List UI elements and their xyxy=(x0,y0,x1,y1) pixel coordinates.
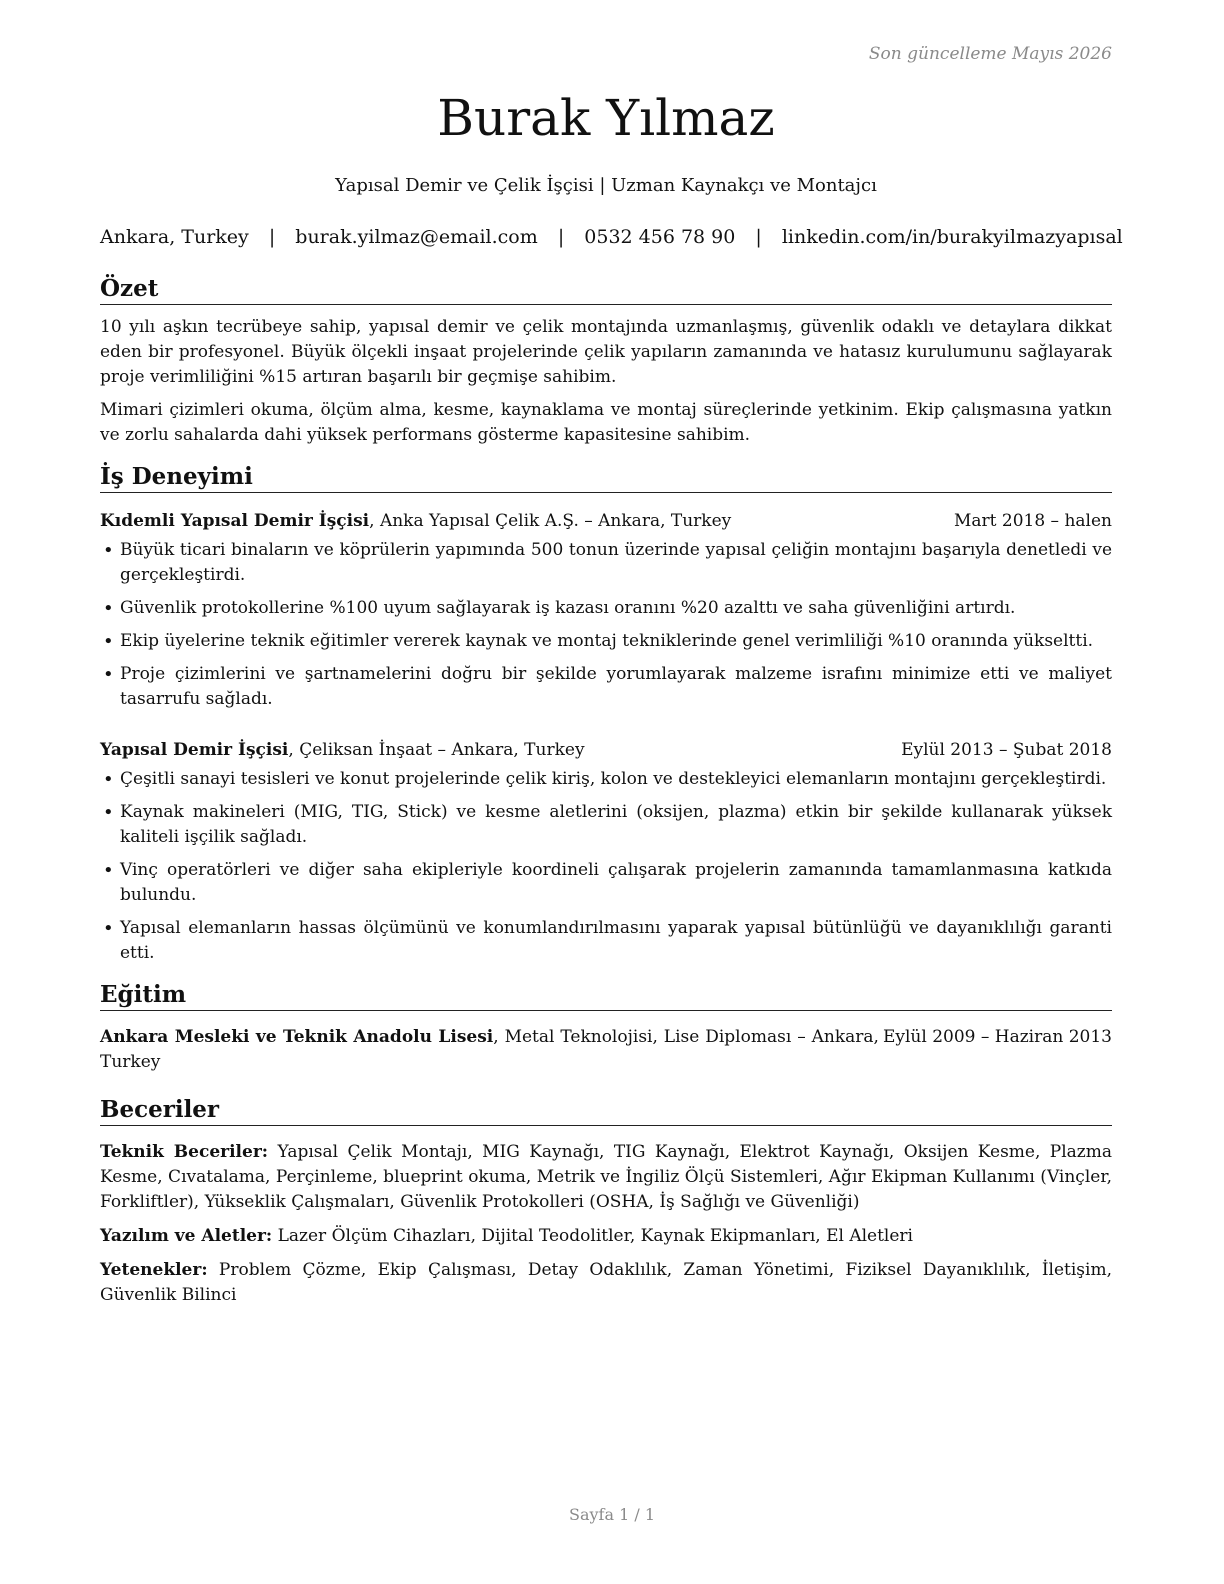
contact-separator: | xyxy=(557,226,565,248)
contact-phone: 0532 456 78 90 xyxy=(584,226,736,248)
job-bullet: • Ekip üyelerine teknik eğitimler vererek kaynak ve montaj tekniklerinde genel verimliliği %10 oranında yükseltti. xyxy=(100,629,1112,654)
contact-separator: | xyxy=(755,226,762,248)
contact-separator: | xyxy=(268,226,276,248)
page-number: Sayfa 1 / 1 xyxy=(568,1505,655,1524)
contact-linkedin[interactable]: linkedin.com/in/burakyilmazyapısal xyxy=(781,226,1123,248)
job-header xyxy=(100,509,1112,534)
job-dates: Mart 2018 – halen xyxy=(953,511,1112,531)
summary-section xyxy=(100,274,1112,448)
skill-text: Yapısal Çelik Montajı, MIG Kaynağı, TIG Kaynağı, Elektrot Kaynağı, Oksijen Kesme, Plazma Kesme, Cıvatalama, Perçinleme, blueprint okuma, Metrik ve İngiliz Ölçü Sistemleri, Ağır Ekipman Kullanımı (Vinçler, Forkliftler), Yükseklik Çalışmaları, Güvenlik Protokolleri (OSHA, İş Sağlığı ve Güvenliği) xyxy=(100,1142,1112,1212)
candidate-name: Burak Yılmaz xyxy=(437,89,775,147)
summary-paragraph: Mimari çizimleri okuma, ölçüm alma, kesme, kaynaklama ve montaj süreçlerinde yetkinim. Ekip çalışmasına yatkın ve zorlu sahalarda dahi yüksek performans gösterme kapasitesine sahibim. xyxy=(100,400,1112,445)
job-bullet: • Çeşitli sanayi tesisleri ve konut projelerinde çelik kiriş, kolon ve destekleyici elemanların montajını gerçekleştirdi. xyxy=(100,767,1112,792)
skill-label: Teknik Beceriler: xyxy=(100,1142,269,1162)
summary-heading: Özet xyxy=(100,274,1112,305)
skill-text: Problem Çözme, Ekip Çalışması, Detay Odaklılık, Zaman Yönetimi, Fiziksel Dayanıklılık, İletişim, Güvenlik Bilinci xyxy=(100,1260,1112,1305)
job-company: , Anka Yapısal Çelik A.Ş. – Ankara, Turkey xyxy=(369,511,732,531)
job-bullets xyxy=(100,767,1112,966)
job-bullet: • Proje çizimlerini ve şartnamelerini doğru bir şekilde yorumlayarak malzeme israfını minimize etti ve maliyet tasarrufu sağladı. xyxy=(100,662,1112,712)
job-role: Kıdemli Yapısal Demir İşçisi xyxy=(100,511,370,531)
summary-paragraph: 10 yılı aşkın tecrübeye sahip, yapısal demir ve çelik montajında uzmanlaşmış, güvenlik odaklı ve detaylara dikkat eden bir profesyonel. Büyük ölçekli inşaat projelerinde çelik yapıların zamanında ve hatasız kurulumunu sağlayarak proje verimliliğini %15 artıran başarılı bir geçmişe sahibim. xyxy=(100,317,1112,387)
experience-section xyxy=(100,462,1112,966)
contact-location: Ankara, Turkey xyxy=(100,226,249,248)
experience-heading: İş Deneyimi xyxy=(100,462,1112,493)
skills-section xyxy=(100,1095,1112,1308)
skill-text: Lazer Ölçüm Cihazları, Dijital Teodolitler, Kaynak Ekipmanları, El Aletleri xyxy=(272,1226,913,1246)
contact-line xyxy=(100,224,1123,250)
job-bullet: • Güvenlik protokollerine %100 uyum sağlayarak iş kazası oranını %20 azalttı ve saha güvenliğini artırdı. xyxy=(100,596,1112,621)
job-subtitle: Yapısal Demir ve Çelik İşçisi | Uzman Kaynakçı ve Montajcı xyxy=(335,175,877,196)
education-section xyxy=(100,980,1112,1075)
job-dates: Eylül 2013 – Şubat 2018 xyxy=(901,740,1112,760)
last-updated: Son güncelleme Mayıs 2026 xyxy=(868,44,1112,64)
skill-label: Yazılım ve Aletler: xyxy=(100,1226,273,1246)
skills-heading: Beceriler xyxy=(100,1095,1112,1126)
education-school: Ankara Mesleki ve Teknik Anadolu Lisesi xyxy=(100,1027,494,1047)
skill-group xyxy=(100,1224,1112,1249)
education-dates: Eylül 2009 – Haziran 2013 xyxy=(882,1027,1112,1047)
job-bullet: • Vinç operatörleri ve diğer saha ekipleriyle koordineli çalışarak projelerin zamanında tamamlanmasına katkıda bulundu. xyxy=(100,858,1112,908)
job-bullet: • Büyük ticari binaların ve köprülerin yapımında 500 tonun üzerinde yapısal çeliğin montajını başarıyla denetledi ve gerçekleştirdi. xyxy=(100,538,1112,588)
job-title-line xyxy=(100,738,585,763)
skill-label: Yetenekler: xyxy=(100,1260,208,1280)
education-entry xyxy=(100,1025,1112,1075)
job-bullet: • Yapısal elemanların hassas ölçümünü ve konumlandırılmasını yaparak yapısal bütünlüğü ve dayanıklılığı garanti etti. xyxy=(100,916,1112,966)
education-details: , Metal Teknolojisi, Lise Diploması – Ankara, Turkey xyxy=(100,1027,879,1072)
skill-group xyxy=(100,1258,1112,1308)
job-header xyxy=(100,738,1112,763)
job-role: Yapısal Demir İşçisi xyxy=(100,740,289,760)
job-bullets xyxy=(100,538,1112,712)
contact-email[interactable]: burak.yilmaz@email.com xyxy=(295,226,538,248)
job-title-line xyxy=(100,509,731,534)
education-heading: Eğitim xyxy=(100,980,1112,1011)
job-company: , Çeliksan İnşaat – Ankara, Turkey xyxy=(288,740,585,760)
job-bullet: • Kaynak makineleri (MIG, TIG, Stick) ve kesme aletlerini (oksijen, plazma) etkin bir şekilde kullanarak yüksek kaliteli işçilik sağladı. xyxy=(100,800,1112,850)
skill-group xyxy=(100,1140,1112,1215)
